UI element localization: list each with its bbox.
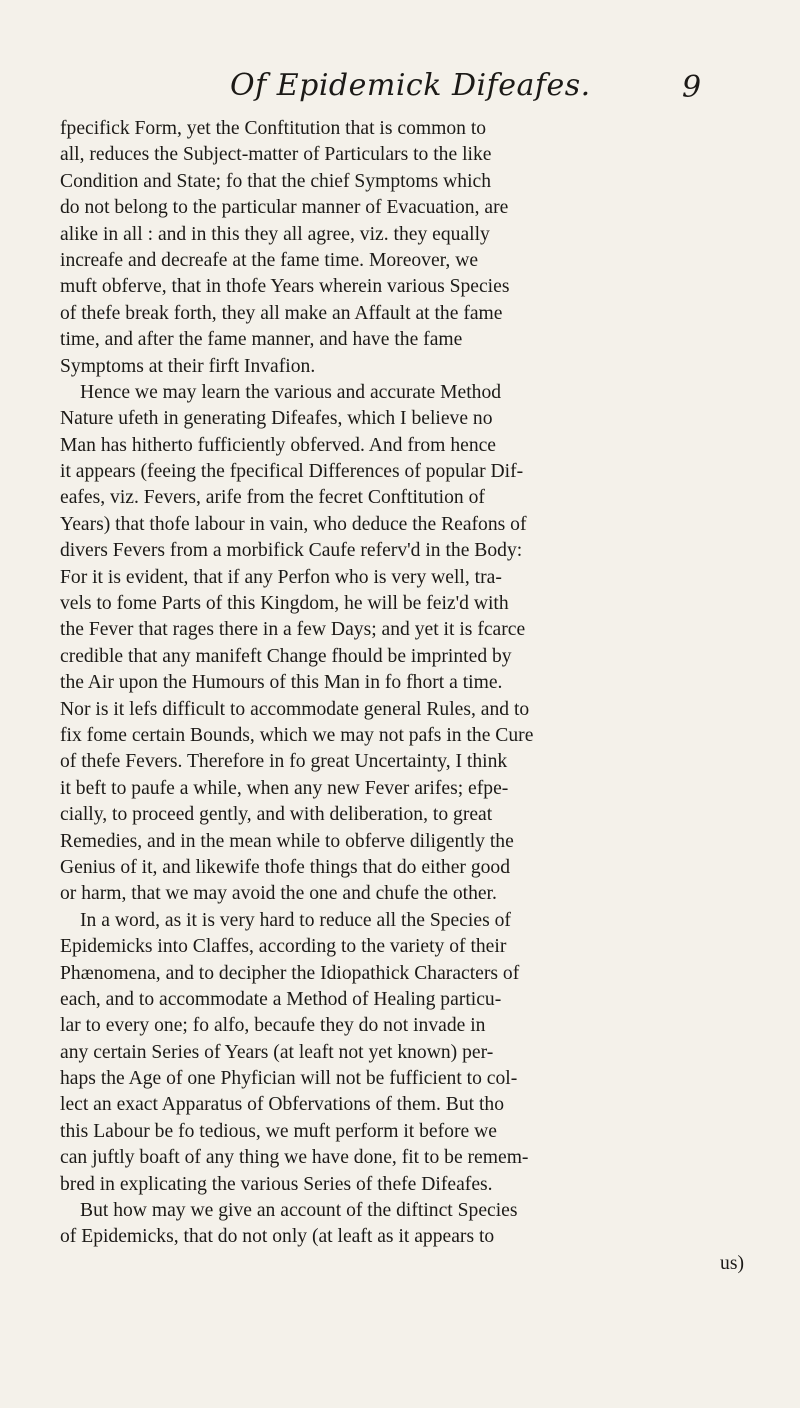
- text-line: Nature ufeth in generating Difeafes, which I believe no: [60, 408, 493, 430]
- text-line: eafes, viz. Fevers, arife from the fecret Conftitution of: [60, 487, 485, 509]
- text-line: of Epidemicks, that do not only (at leaft as it appears to: [60, 1226, 495, 1248]
- text-line: any certain Series of Years (at leaft not yet known) per-: [60, 1041, 494, 1063]
- text-line: or harm, that we may avoid the one and chufe the other.: [60, 883, 497, 905]
- text-line: Nor is it lefs difficult to accommodate general Rules, and to: [60, 698, 530, 720]
- text-line: credible that any manifeft Change fhould be imprinted by: [60, 645, 512, 667]
- text-line: Years) that thofe labour in vain, who deduce the Reafons of: [60, 513, 527, 535]
- text-line: Genius of it, and likewife thofe things that do either good: [60, 856, 511, 878]
- text-line: In a word, as it is very hard to reduce all the Species of: [80, 909, 511, 931]
- text-line: Epidemicks into Claffes, according to the variety of their: [60, 936, 507, 958]
- text-line: Condition and State; fo that the chief Symptoms which: [60, 170, 492, 192]
- text-line: Hence we may learn the various and accurate Method: [80, 381, 502, 403]
- text-line: this Labour be fo tedious, we muft perform it before we: [60, 1120, 497, 1142]
- text-line: Man has hitherto fufficiently obferved. And from hence: [60, 434, 497, 456]
- text-line: cially, to proceed gently, and with deliberation, to great: [60, 804, 493, 826]
- text-line: vels to fome Parts of this Kingdom, he will be feiz'd with: [60, 593, 509, 615]
- text-line: of thefe Fevers. Therefore in fo great Uncertainty, I think: [60, 751, 508, 773]
- running-head: Of Epidemick Difeafes.: [230, 68, 591, 103]
- page-number: 9: [682, 70, 702, 105]
- text-line: Phænomena, and to decipher the Idiopathick Characters of: [60, 962, 520, 984]
- text-line: of thefe break forth, they all make an Affault at the fame: [60, 302, 503, 324]
- text-line: Symptoms at their firft Invafion.: [60, 355, 316, 377]
- text-line: the Air upon the Humours of this Man in fo fhort a time.: [60, 672, 503, 694]
- text-line: lar to every one; fo alfo, becaufe they do not invade in: [60, 1015, 486, 1037]
- text-line: fix fome certain Bounds, which we may not pafs in the Cure: [60, 724, 534, 746]
- text-line: haps the Age of one Phyfician will not be fufficient to col-: [60, 1068, 518, 1090]
- text-line: time, and after the fame manner, and have the fame: [60, 329, 463, 351]
- text-line: it appears (feeing the fpecifical Differences of popular Dif-: [60, 461, 524, 483]
- catchword: us): [720, 1252, 744, 1274]
- text-line: the Fever that rages there in a few Days; and yet it is fcarce: [60, 619, 526, 641]
- text-line: For it is evident, that if any Perfon who is very well, tra-: [60, 566, 502, 588]
- text-line: Remedies, and in the mean while to obferve diligently the: [60, 830, 514, 852]
- text-line: it beft to paufe a while, when any new Fever arifes; efpe-: [60, 777, 509, 799]
- text-line: can juftly boaft of any thing we have done, fit to be remem-: [60, 1147, 529, 1169]
- body-text: [60, 116, 750, 1277]
- text-line: each, and to accommodate a Method of Healing particu-: [60, 988, 502, 1010]
- text-line: do not belong to the particular manner of Evacuation, are: [60, 197, 509, 219]
- text-line: lect an exact Apparatus of Obfervations of them. But tho: [60, 1094, 504, 1116]
- text-line: all, reduces the Subject-matter of Particulars to the like: [60, 144, 492, 166]
- text-line: divers Fevers from a morbifick Caufe referv'd in the Body:: [60, 540, 523, 562]
- text-line: muft obferve, that in thofe Years wherein various Species: [60, 276, 510, 298]
- text-line: alike in all : and in this they all agree, viz. they equally: [60, 223, 490, 245]
- text-line: fpecifick Form, yet the Conftitution that is common to: [60, 118, 487, 139]
- text-line: But how may we give an account of the diftinct Species: [80, 1200, 518, 1222]
- text-line: bred in explicating the various Series of thefe Difeafes.: [60, 1173, 493, 1195]
- text-line: increafe and decreafe at the fame time. Moreover, we: [60, 249, 479, 271]
